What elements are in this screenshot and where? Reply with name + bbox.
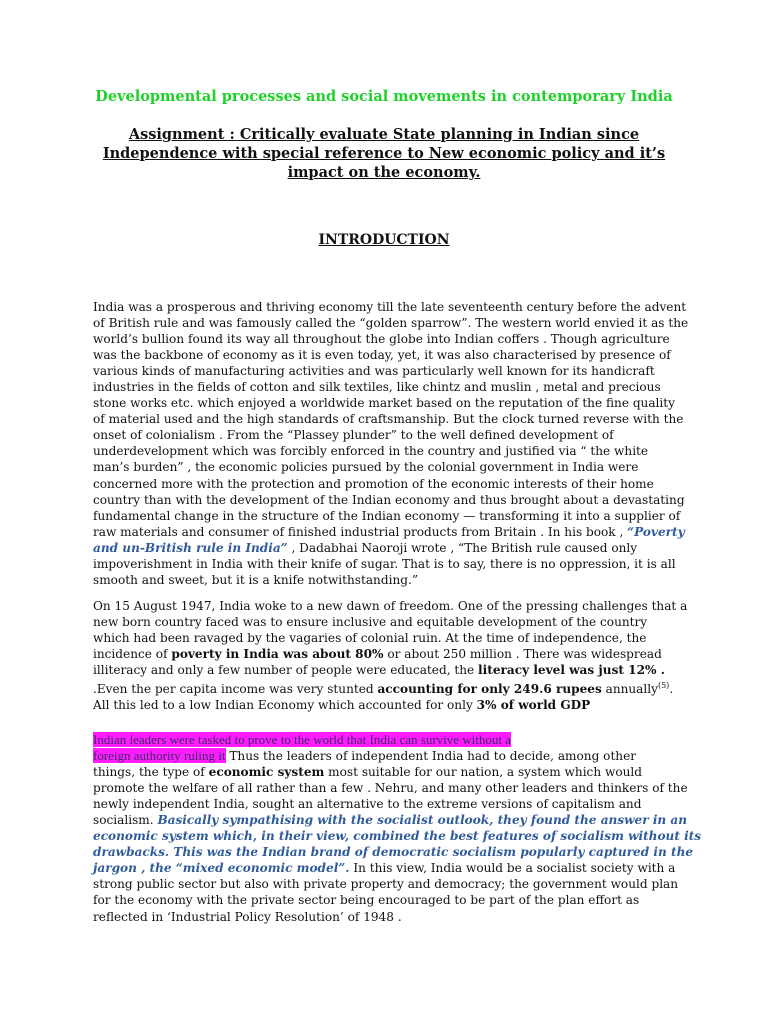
quoted-emphasis: jargon , the “mixed economic model”. (93, 861, 350, 876)
p1-line: of material used and the high standards of craftsmanship. But the clock turned reverse with the (93, 412, 684, 427)
p2-line (93, 678, 683, 697)
p2-text: All this led to a low Indian Economy which accounted for only (93, 698, 477, 713)
p3-text: Thus the leaders of independent India had to decide, among other (225, 749, 637, 764)
gdp-stat: 3% of world GDP (476, 698, 591, 713)
assignment-heading (60, 125, 708, 182)
p3-text: things, the type of (93, 765, 209, 780)
paragraph-1 (93, 299, 689, 588)
poverty-stat: poverty in India was about 80% (171, 647, 384, 662)
highlighted-text: Indian leaders were tasked to prove to the world that India can survive without a (93, 732, 512, 747)
p3-line (93, 764, 683, 780)
p1-line: onset of colonialism . From the “Plassey plunder” to the well defined development of (93, 428, 614, 443)
p1-text: raw materials and consumer of finished industrial products from Britain . In his book , (93, 524, 628, 539)
paragraph-2 (93, 598, 688, 713)
p3-text: most suitable for our nation, a system which would (324, 765, 642, 780)
p2-line (93, 697, 683, 713)
p1-line: of British rule and was famously called the “golden sparrow”. The western world envied it as the (93, 316, 689, 331)
p3-text: In this view, India would be a socialist society with a (349, 861, 676, 876)
p3-line (93, 860, 683, 876)
p1-line: fundamental change in the structure of the Indian economy — transforming it into a supplier of (93, 508, 681, 523)
quoted-emphasis: Basically sympathising with the socialist outlook, they found the answer in an (157, 813, 688, 828)
assignment-line-3: impact on the economy. (287, 164, 481, 181)
quoted-emphasis: economic system which, in their view, combined the best features of socialism without its (93, 829, 702, 844)
p2-text: or about 250 million . There was widespread (383, 647, 662, 662)
footnote-ref: (5) (657, 681, 670, 691)
p3-line: newly independent India, sought an alternative to the extreme versions of capitalism and (93, 797, 642, 812)
p1-line: underdevelopment which was forcibly enforced in the country and justified via “ the white (93, 444, 649, 459)
p1-line (93, 524, 683, 540)
p1-line: industries in the fields of cotton and silk textiles, like chintz and muslin , metal and precious (93, 380, 661, 395)
p3-line: promote the welfare of all rather than a few . Nehru, and many other leaders and thinkers of the (93, 781, 688, 796)
p3-line: strong public sector but also with private property and democracy; the government would plan (93, 877, 679, 892)
p2-line (93, 646, 683, 662)
quoted-emphasis: drawbacks. This was the Indian brand of democratic socialism popularly captured in the (93, 845, 694, 860)
p2-text: annually (601, 682, 658, 697)
income-stat: accounting for only 249.6 rupees (377, 682, 602, 697)
p3-line (93, 732, 683, 748)
highlighted-text: foreign authority ruling it (93, 748, 226, 764)
p2-line: which had been ravaged by the vagaries of colonial ruin. At the time of independence, the (93, 631, 647, 646)
p2-line: On 15 August 1947, India woke to a new dawn of freedom. One of the pressing challenges that a (93, 599, 688, 613)
literacy-stat: literacy level was just 12% . (478, 663, 665, 678)
p1-line (93, 540, 683, 556)
p3-line (93, 748, 683, 764)
p3-line (93, 812, 688, 828)
p1-line: world’s bullion found its way all throughout the globe into Indian coffers . Though agriculture (93, 332, 670, 347)
assignment-line-2: Independence with special reference to New economic policy and it’s (102, 145, 666, 162)
p2-text: incidence of (93, 647, 172, 662)
book-title-emphasis: “Poverty (627, 524, 685, 539)
p1-line: country than with the development of the Indian economy and thus brought about a devastating (93, 492, 685, 507)
p1-line: stone works etc. which enjoyed a worldwide market based on the reputation of the fine quality (93, 396, 675, 411)
p2-line (93, 662, 683, 678)
assignment-line-1: Assignment : Critically evaluate State planning in Indian since (128, 126, 640, 143)
p2-text: .Even the per capita income was very stunted (93, 682, 378, 697)
section-heading-introduction: INTRODUCTION (318, 232, 450, 248)
p1-text: , Dadabhai Naoroji wrote , “The British rule caused only (287, 540, 638, 555)
economic-system-emphasis: economic system (208, 765, 325, 780)
p1-line: concerned more with the protection and promotion of the economic interests of their home (93, 476, 654, 491)
p2-text: . (669, 682, 674, 697)
p1-line: India was a prosperous and thriving economy till the late seventeenth century before the advent (93, 300, 687, 314)
p2-line: new born country faced was to ensure inclusive and equitable development of the country (93, 615, 648, 630)
p1-line: man’s burden” , the economic policies pursued by the colonial government in India were (93, 460, 639, 475)
p3-text: socialism. (93, 813, 158, 828)
paragraph-3 (93, 732, 702, 925)
p3-line: for the economy with the private sector being encouraged to be part of the plan effort as (93, 893, 640, 908)
book-title-emphasis: and un-British rule in India” (93, 540, 288, 555)
p1-line: was the backbone of economy as it is even today, yet, it was also characterised by presence of (93, 348, 671, 363)
p3-line: reflected in ‘Industrial Policy Resolution’ of 1948 . (93, 909, 402, 924)
p1-line: impoverishment in India with their knife of sugar. That is to say, there is no oppression, it is all (93, 556, 676, 571)
document-title: Developmental processes and social movements in contemporary India (95, 88, 673, 105)
p1-line: various kinds of manufacturing activities and was particularly well known for its handicraft (93, 364, 655, 379)
p2-text: illiteracy and only a few number of people were educated, the (93, 663, 479, 678)
p1-line: smooth and sweet, but it is a knife notwithstanding.” (93, 572, 419, 587)
